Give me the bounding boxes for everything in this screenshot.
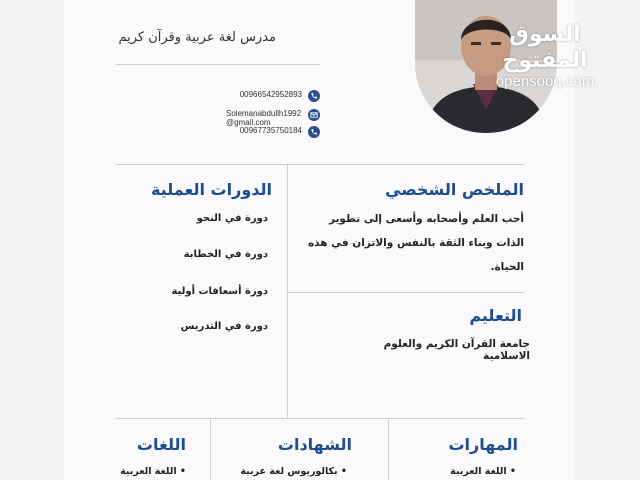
education-heading: التعليم — [469, 306, 522, 325]
certificate-item-label: بكالوريوس لغة عربية — [240, 466, 338, 477]
skill-item-label: اللغة العربية — [450, 466, 507, 477]
skill-item — [400, 466, 516, 477]
contact-phone-1-text: 00966542952893 — [239, 90, 302, 99]
contact-phone-2[interactable] — [180, 126, 320, 139]
contact-phone-1[interactable] — [180, 90, 320, 103]
watermark-latin: opensooq.com — [495, 73, 595, 90]
courses-heading: الدورات العملية — [150, 180, 272, 199]
bullet-dot-icon: • — [176, 466, 186, 477]
course-item: دورة في النحو — [196, 213, 268, 224]
summary-heading: الملخص الشخصي — [385, 180, 524, 199]
watermark-arabic: السوق المفتوح — [502, 22, 588, 73]
title-divider — [116, 64, 320, 65]
section-divider-bottom — [116, 418, 524, 419]
summary-education-divider — [288, 292, 524, 293]
bullet-dot-icon: • — [337, 466, 347, 477]
email-icon — [308, 109, 320, 121]
course-item: دورة في التدريس — [180, 321, 268, 332]
course-item: دورة أسعافات أولية — [171, 286, 268, 297]
language-item — [100, 466, 186, 477]
summary-text: أحب العلم وأصحابه وأسعى إلى تطوير الذات وبناء الثقة بالنفس والاتزان في هذه الحياة. — [307, 213, 524, 273]
languages-heading: اللغات — [136, 435, 186, 454]
course-item: دورة في الخطابة — [183, 249, 268, 260]
contact-phone-2-text: 00967735750184 — [239, 126, 302, 135]
education-text: جامعة القرآن الكريم والعلوم الاسلامية — [383, 338, 530, 362]
bottom-column-divider-1 — [210, 419, 211, 480]
certificates-heading: الشهادات — [277, 435, 352, 454]
contact-email-text: Solemanabdullh1992@gmail.com — [226, 109, 302, 127]
bullet-dot-icon: • — [506, 466, 516, 477]
phone-icon — [308, 90, 320, 102]
language-item-label: اللغة العربية — [120, 466, 177, 477]
certificate-item — [215, 466, 347, 477]
watermark-logo — [470, 22, 620, 90]
section-divider-top — [116, 164, 524, 165]
bottom-column-divider-2 — [388, 419, 389, 480]
job-title: مدرس لغة عربية وقرآن كريم — [118, 30, 276, 45]
phone-icon — [308, 126, 320, 138]
skills-heading: المهارات — [448, 435, 518, 454]
